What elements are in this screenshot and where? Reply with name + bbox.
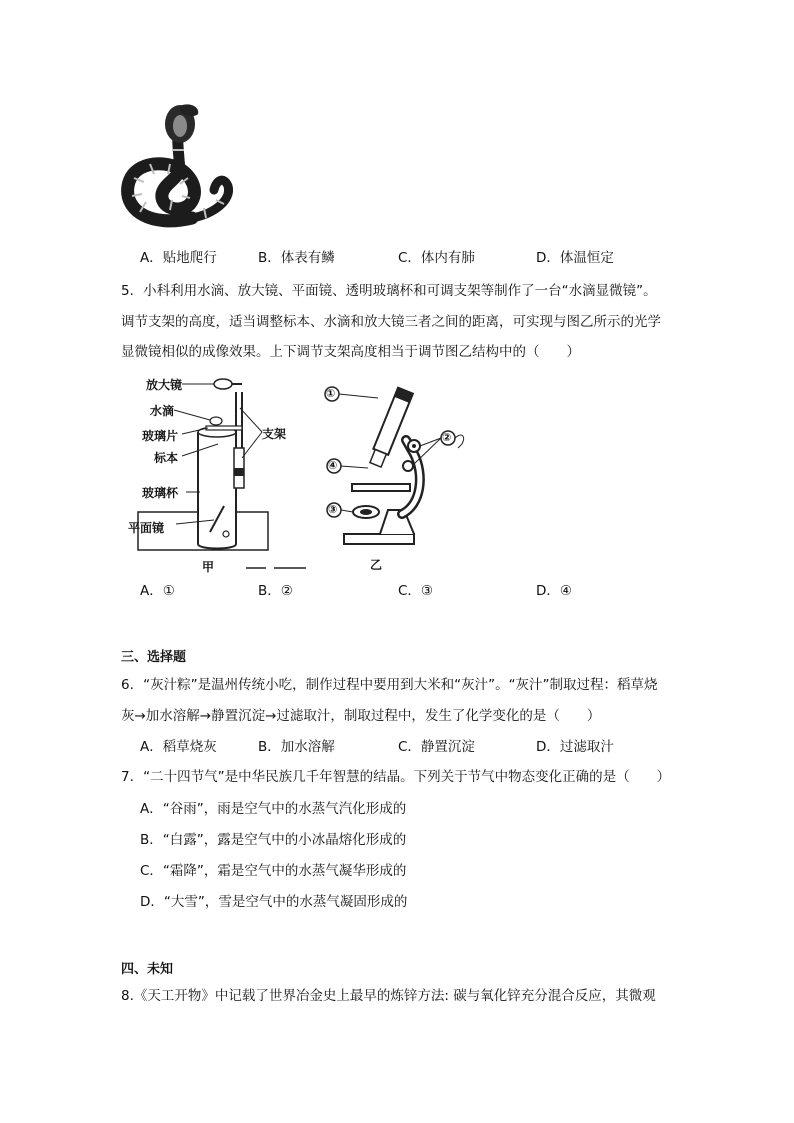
- label-mirror: 平面镜: [128, 521, 165, 535]
- q7-option-d[interactable]: D．“大雪”，雪是空气中的水蒸气凝固形成的: [140, 894, 408, 910]
- q7-stem: 7．“二十四节气”是中华民族几千年智慧的结晶。下列关于节气中物态变化正确的是（ ）: [121, 769, 671, 785]
- q8-stem-line-1: 8.《天工开物》中记载了世界冶金史上最早的炼锌方法: 碳与氧化锌充分混合反应，其微观: [121, 988, 656, 1004]
- q6-stem-line-1: 6．“灰汁粽”是温州传统小吃，制作过程中要用到大米和“灰汁”。“灰汁”制取过程：稻草烧: [121, 677, 658, 693]
- q5-option-d[interactable]: D．④: [536, 583, 572, 599]
- q7-option-b[interactable]: B．“白露”，露是空气中的小冰晶熔化形成的: [140, 832, 407, 848]
- q4-option-a[interactable]: A．贴地爬行: [140, 250, 217, 266]
- q5-option-a[interactable]: A．①: [140, 583, 175, 599]
- figure-yi-microscope: [322, 384, 472, 564]
- label-magnifier: 放大镜: [146, 378, 183, 392]
- marker-2: ②: [442, 431, 452, 444]
- q5-stem-line-3: 显微镜相似的成像效果。上下调节支架高度相当于调节图乙结构中的（ ）: [121, 344, 580, 360]
- q5-option-b[interactable]: B．②: [258, 583, 293, 599]
- q5-option-c[interactable]: C．③: [398, 583, 434, 599]
- section-4-title: 四、未知: [121, 962, 174, 977]
- q6-option-a[interactable]: A．稻草烧灰: [140, 739, 217, 755]
- figure-jia-caption: 甲: [202, 560, 215, 574]
- q6-stem-line-2: 灰→加水溶解→静置沉淀→过滤取汁，制取过程中，发生了化学变化的是（ ）: [121, 708, 601, 724]
- marker-3: ③: [328, 503, 338, 516]
- q7-option-a[interactable]: A．“谷雨”，雨是空气中的水蒸气汽化形成的: [140, 801, 407, 817]
- q6-option-c[interactable]: C．静置沉淀: [398, 739, 475, 755]
- label-glass-cup: 玻璃杯: [142, 486, 179, 500]
- q4-option-b[interactable]: B．体表有鳞: [258, 250, 335, 266]
- q7-option-c[interactable]: C．“霜降”，霜是空气中的水蒸气凝华形成的: [140, 863, 407, 879]
- q6-option-d[interactable]: D．过滤取汁: [536, 739, 614, 755]
- q4-option-c[interactable]: C．体内有肺: [398, 250, 475, 266]
- marker-1: ①: [326, 387, 336, 400]
- snake-figure: [120, 100, 240, 240]
- label-specimen: 标本: [154, 451, 179, 465]
- figure-yi-caption: 乙: [370, 558, 383, 572]
- label-water-drop: 水滴: [150, 404, 175, 418]
- label-stand: 支架: [262, 427, 287, 441]
- q6-option-b[interactable]: B．加水溶解: [258, 739, 335, 755]
- marker-4: ④: [328, 459, 338, 472]
- label-glass-slide: 玻璃片: [142, 429, 179, 443]
- q4-option-d[interactable]: D．体温恒定: [536, 250, 614, 266]
- q5-stem-line-2: 调节支架的高度，适当调整标本、水滴和放大镜三者之间的距离，可实现与图乙所示的光学: [121, 314, 661, 330]
- q5-stem-line-1: 5．小科利用水滴、放大镜、平面镜、透明玻璃杯和可调支架等制作了一台“水滴显微镜”。: [121, 283, 657, 299]
- section-3-title: 三、选择题: [121, 650, 187, 665]
